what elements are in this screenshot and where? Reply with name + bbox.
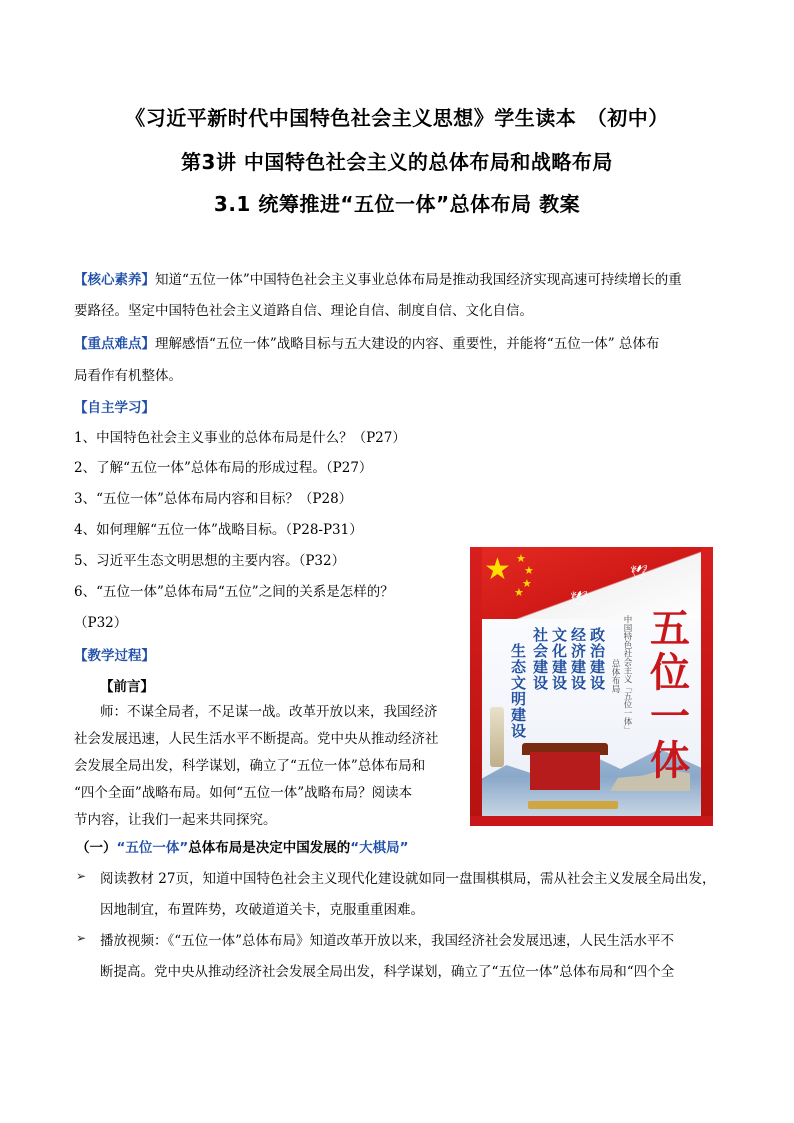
bullet-icon: ➢ bbox=[76, 869, 87, 883]
core-literacy-text2: 要路径。坚定中国特色社会主义道路自信、理论自信、制度自信、文化自信。 bbox=[74, 303, 533, 319]
small-star-icon: ★ bbox=[516, 552, 526, 565]
bullet-icon: ➢ bbox=[76, 931, 87, 945]
section-heading-1 bbox=[76, 836, 409, 856]
poster-red-edge bbox=[470, 547, 482, 826]
preface-label: 【前言】 bbox=[100, 679, 154, 695]
preface-para-line: 节内容，让我们一起来共同探究。 bbox=[74, 812, 277, 828]
doc-title-lecture: 第3讲 中国特色社会主义的总体布局和战略布局 bbox=[181, 150, 613, 174]
bullet-text-line2: 断提高。党中央从推动经济社会发展全局出发，科学谋划，确立了“五位一体”总体布局和“四个全 bbox=[100, 964, 675, 980]
process-tag: 【教学过程】 bbox=[74, 648, 155, 664]
poster-big-char: 位 bbox=[650, 649, 690, 696]
poster-column: 经济建设 bbox=[569, 627, 587, 691]
doc-title-lesson: 3.1 统筹推进“五位一体”总体布局 教案 bbox=[213, 192, 581, 216]
poster-red-edge bbox=[701, 547, 713, 826]
key-points-text1: 理解感悟“五位一体”战略目标与五大建设的内容、重要性，并能将“五位一体” 总体布 bbox=[155, 336, 660, 352]
big-star-icon: ★ bbox=[484, 552, 511, 587]
poster-column: 政治建设 bbox=[588, 627, 606, 691]
preface-para-line: 师：不谋全局者，不足谋一战。改革开放以来，我国经济 bbox=[100, 704, 438, 720]
small-star-icon: ★ bbox=[522, 577, 532, 590]
list-item: 6、“五位一体”总体布局“五位”之间的关系是怎样的？ bbox=[74, 584, 394, 600]
preface-para-line: “四个全面”战略布局。如何“五位一体”战略布局？阅读本 bbox=[74, 785, 413, 801]
list-item: 4、如何理解“五位一体”战略目标。（P28-P31） bbox=[74, 522, 363, 538]
poster-subtitle: 中国特色社会主义「五位一体」 bbox=[622, 615, 632, 734]
dove-icon: 🕊 bbox=[570, 591, 588, 607]
poster-red-edge bbox=[470, 816, 713, 826]
doc-title-book: 《习近平新时代中国特色社会主义思想》学生读本 （初中） bbox=[125, 106, 669, 130]
bullet-text-line2: 因地制宜，布置阵势，攻破道道关卡，克服重重困难。 bbox=[100, 902, 424, 918]
list-item: 3、“五位一体”总体布局内容和目标？（P28） bbox=[74, 491, 353, 507]
poster-big-char: 五 bbox=[650, 605, 690, 652]
self-study-tag: 【自主学习】 bbox=[74, 400, 155, 416]
tiananmen-gate bbox=[530, 752, 600, 790]
core-literacy-line1 bbox=[74, 268, 682, 288]
five-in-one-poster bbox=[470, 547, 713, 826]
bullet-text-line1: 播放视频：《“五位一体”总体布局》知道改革开放以来，我国经济社会发展迅速，人民生活水平不 bbox=[100, 933, 675, 949]
preface-para-line: 会发展全局出发，科学谋划，确立了“五位一体”总体布局和 bbox=[74, 758, 426, 774]
poster-column: 社会建设 bbox=[531, 627, 549, 691]
huabiao-pillar bbox=[490, 707, 504, 767]
section-quote-1: “五位一体” bbox=[116, 840, 189, 856]
section-quote-2: “大棋局” bbox=[350, 840, 409, 856]
process-heading bbox=[74, 644, 155, 664]
section-prefix: （一） bbox=[76, 840, 117, 856]
poster-column: 生态文明建设 bbox=[509, 643, 527, 739]
list-item: 2、了解“五位一体”总体布局的形成过程。（P27） bbox=[74, 460, 373, 476]
self-study-heading bbox=[74, 396, 155, 416]
core-literacy-text1: 知道“五位一体”中国特色社会主义事业总体布局是推动我国经济实现高速可持续增长的重 bbox=[155, 272, 682, 288]
preface-para-line: 社会发展迅速，人民生活水平不断提高。党中央从推动经济社 bbox=[74, 731, 439, 747]
poster-column: 文化建设 bbox=[550, 627, 568, 691]
poster-big-char: 体 bbox=[650, 737, 690, 784]
small-star-icon: ★ bbox=[524, 564, 534, 577]
list-item: 5、习近平生态文明思想的主要内容。（P32） bbox=[74, 553, 346, 569]
section-mid: 总体布局是决定中国发展的 bbox=[188, 840, 351, 856]
poster-big-char: 一 bbox=[650, 693, 690, 740]
list-item-cont: （P32） bbox=[74, 615, 128, 631]
small-star-icon: ★ bbox=[514, 586, 524, 599]
dove-icon: 🕊 bbox=[630, 565, 648, 581]
key-points-line1 bbox=[74, 332, 659, 352]
core-literacy-tag: 【核心素养】 bbox=[74, 272, 155, 288]
banner-strip bbox=[528, 801, 618, 809]
poster-subtitle-2: 总体布局 bbox=[610, 659, 620, 693]
bullet-text-line1: 阅读教材 27页，知道中国特色社会主义现代化建设就如同一盘围棋棋局，需从社会主义发展全局出发， bbox=[100, 871, 716, 887]
key-points-text2: 局看作有机整体。 bbox=[74, 368, 182, 384]
list-item: 1、中国特色社会主义事业的总体布局是什么？（P27） bbox=[74, 430, 406, 446]
key-points-tag: 【重点难点】 bbox=[74, 336, 155, 352]
